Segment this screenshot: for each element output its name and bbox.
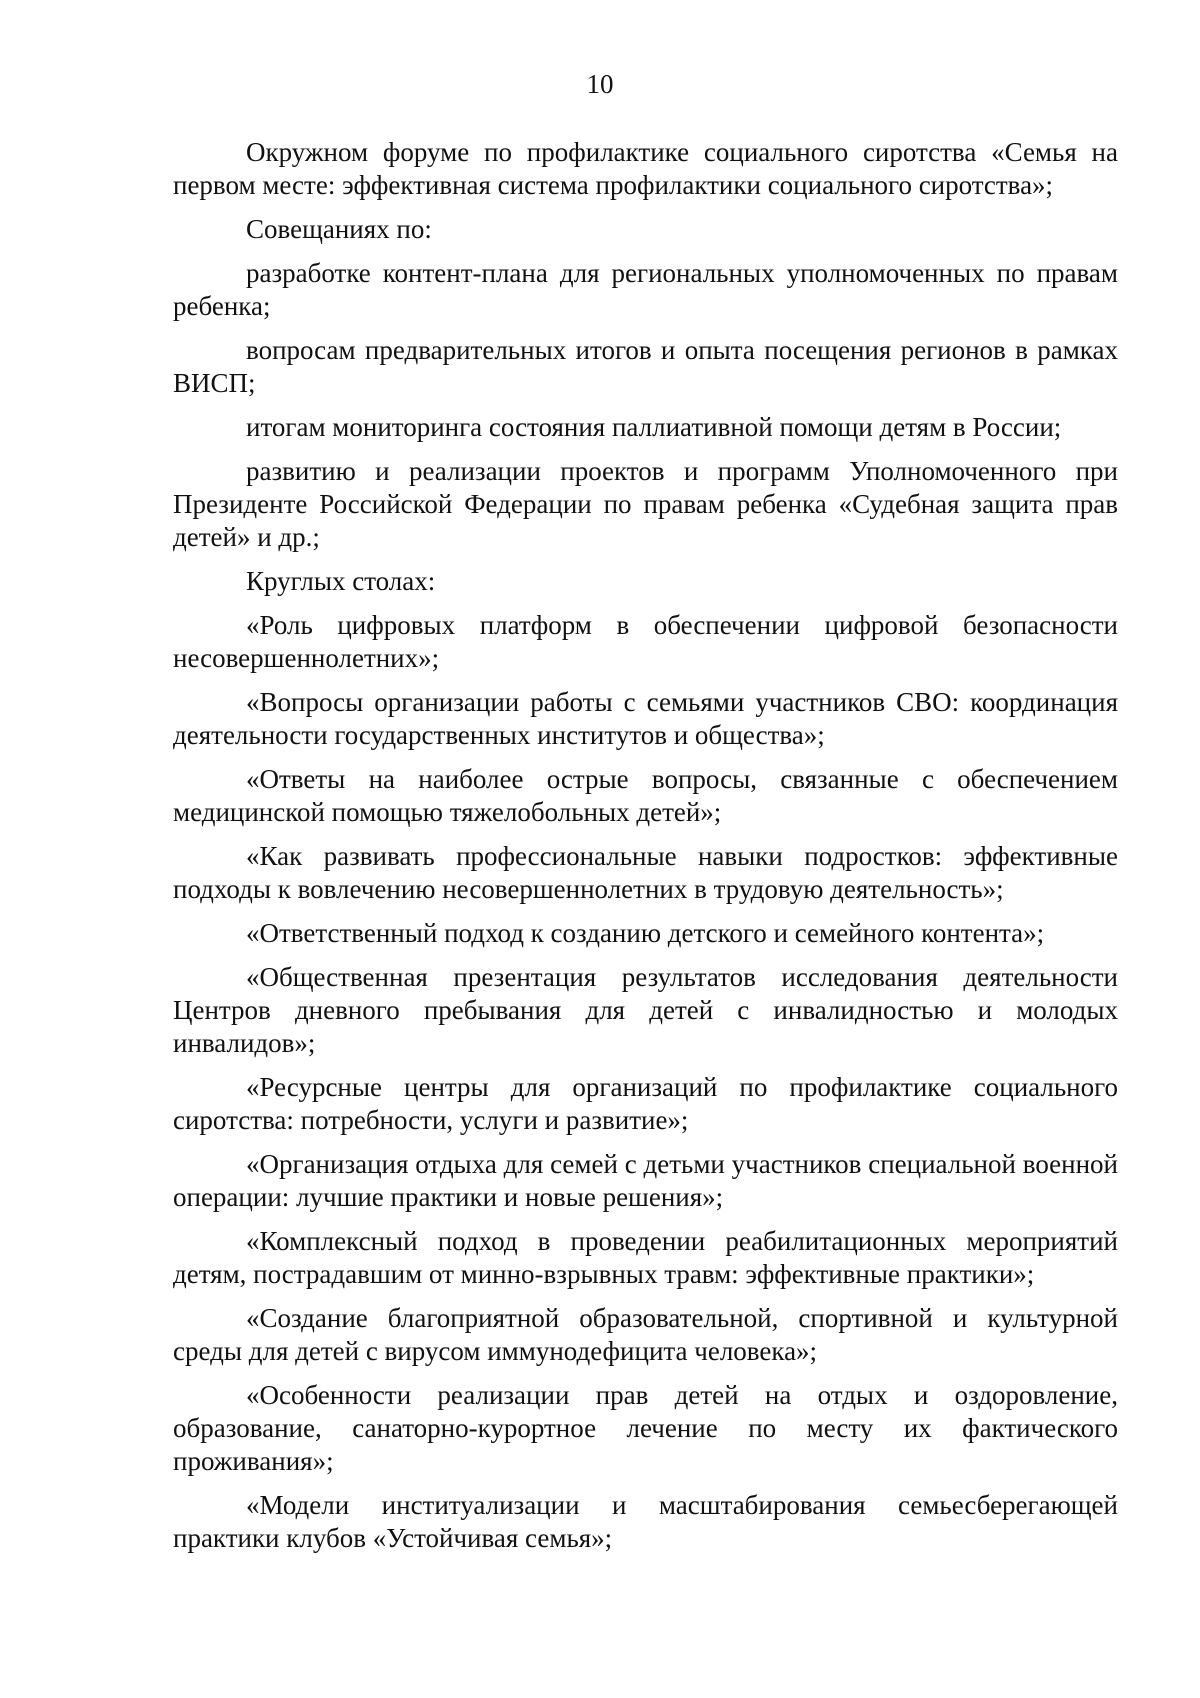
- paragraph-meetings-heading: Совещаниях по:: [246, 214, 432, 244]
- list-item: «Как развивать профессиональные навыки подростков: эффективные подходы к вовлечению несовершеннолетних в трудовую деятельность»;: [173, 841, 1118, 904]
- list-item: «Ответы на наиболее острые вопросы, связанные с обеспечением медицинской помощью тяжелобольных детей»;: [173, 764, 1118, 827]
- list-item: вопросам предварительных итогов и опыта посещения регионов в рамках ВИСП;: [173, 335, 1118, 398]
- list-item: «Особенности реализации прав детей на отдых и оздоровление, образование, санаторно-курортное лечение по месту их фактического проживания»;: [173, 1380, 1118, 1476]
- paragraph-forum: Окружном форуме по профилактике социального сиротства «Семья на первом месте: эффективная система профилактики социального сиротства»;: [173, 137, 1118, 200]
- list-item: «Вопросы организации работы с семьями участников СВО: координация деятельности государственных институтов и общества»;: [173, 687, 1118, 750]
- list-item: «Создание благоприятной образовательной, спортивной и культурной среды для детей с вирусом иммунодефицита человека»;: [173, 1303, 1118, 1366]
- list-item: «Ответственный подход к созданию детского и семейного контента»;: [246, 918, 1045, 948]
- paragraph-roundtables-heading: Круглых столах:: [246, 566, 436, 596]
- list-item: «Ресурсные центры для организаций по профилактике социального сиротства: потребности, услуги и развитие»;: [173, 1072, 1118, 1135]
- page-number: 10: [586, 69, 614, 99]
- document-body: [173, 136, 1118, 1566]
- list-item: развитию и реализации проектов и программ Уполномоченного при Президенте Российской Федерации по правам ребенка «Судебная защита прав детей» и др.;: [173, 456, 1118, 552]
- list-item: итогам мониторинга состояния паллиативной помощи детям в России;: [246, 412, 1062, 442]
- list-item: «Организация отдыха для семей с детьми участников специальной военной операции: лучшие практики и новые решения»;: [173, 1149, 1118, 1212]
- list-item: «Модели институализации и масштабирования семьесберегающей практики клубов «Устойчивая семья»;: [173, 1490, 1118, 1553]
- list-item: «Роль цифровых платформ в обеспечении цифровой безопасности несовершеннолетних»;: [173, 610, 1118, 673]
- list-item: «Общественная презентация результатов исследования деятельности Центров дневного пребывания для детей с инвалидностью и молодых инвалидов»;: [173, 962, 1118, 1058]
- list-item: «Комплексный подход в проведении реабилитационных мероприятий детям, пострадавшим от минно-взрывных травм: эффективные практики»;: [173, 1226, 1118, 1289]
- list-item: разработке контент-плана для региональных уполномоченных по правам ребенка;: [173, 258, 1118, 321]
